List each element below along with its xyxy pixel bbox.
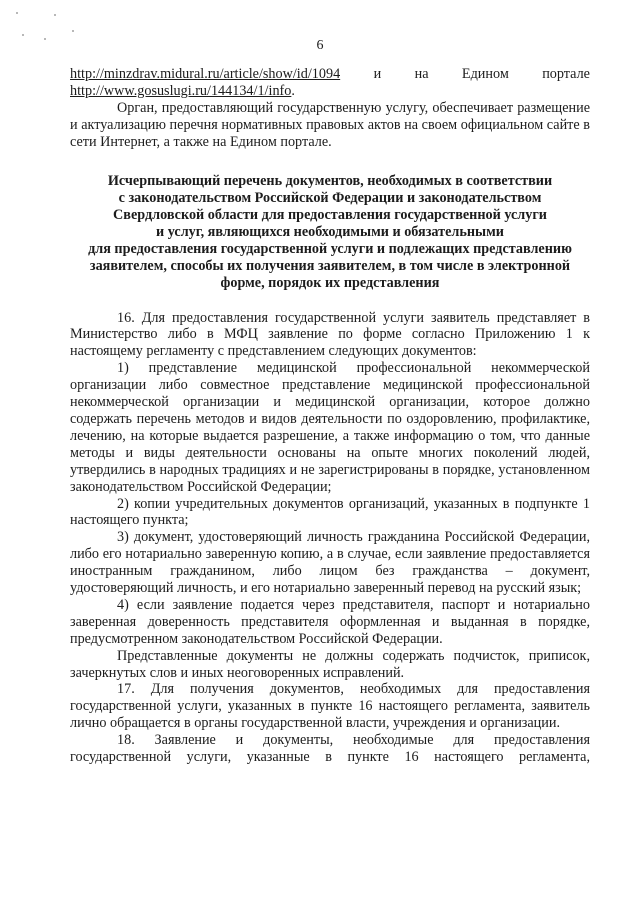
organ-paragraph: Орган, предоставляющий государственную услугу, обеспечивает размещение и актуализацию перечня нормативных правовых актов на своем официальном сайте в сети Интернет, а также на Едином портале. xyxy=(70,99,590,150)
heading-line: Свердловской области для предоставления государственной услуги xyxy=(113,206,547,223)
gosuslugi-link-tail: . xyxy=(291,82,295,99)
section-heading xyxy=(64,173,596,292)
word-edinom: Едином xyxy=(461,66,509,82)
heading-line: с законодательством Российской Федерации и законодательством xyxy=(118,189,542,206)
heading-line: для предоставления государственной услуги и подлежащих представлению xyxy=(88,240,572,257)
heading-line: заявителем, способы их получения заявителем, в том числе в электронной xyxy=(89,257,571,274)
paragraph-18: 18. Заявление и документы, необходимые для предоставления государственной услуги, указанные в пункте 16 настоящего регламента, xyxy=(70,732,590,766)
documents-requirements-paragraph: Представленные документы не должны содержать подчисток, приписок, зачеркнутых слов и иных неоговоренных исправлений. xyxy=(70,647,590,681)
word-portale: портале xyxy=(542,66,590,82)
document-body xyxy=(70,66,590,766)
gosuslugi-link[interactable]: http://www.gosuslugi.ru/144134/1/info xyxy=(70,82,292,99)
word-na: на xyxy=(414,66,429,82)
item-3: 3) документ, удостоверяющий личность гражданина Российской Федерации, либо его нотариально заверенную копию, а в случае, если заявление предоставляется иностранным гражданином, либо лицом без гражданства – документ, удостоверяющий личность, и его нотариально заверенный перевод на русский язык; xyxy=(70,529,590,597)
portal-links-line xyxy=(70,66,590,83)
paragraph-17: 17. Для получения документов, необходимых для предоставления государственной услуги, указанных в пункте 16 настоящего регламента, заявитель лично обращается в органы государственной власти, учреждения и организации. xyxy=(70,681,590,732)
heading-line: Исчерпывающий перечень документов, необходимых в соответствии xyxy=(107,172,553,189)
heading-line: форме, порядок их представления xyxy=(220,274,440,291)
item-2: 2) копии учредительных документов организаций, указанных в подпункте 1 настоящего пункта; xyxy=(70,495,590,529)
minzdrav-link[interactable]: http://minzdrav.midural.ru/article/show/id/1094 xyxy=(70,66,341,82)
paragraph-16: 16. Для предоставления государственной услуги заявитель представляет в Министерство либо в МФЦ заявление по форме согласно Приложению 1 к настоящему регламенту с представлением следующих документов: xyxy=(70,309,590,360)
gosuslugi-line xyxy=(70,83,590,100)
item-1: 1) представление медицинской профессиональной некоммерческой организации либо совместное представление медицинской профессиональной некоммерческой организации и медицинской организации, которое должно содержать перечень методов и видов деятельности по оздоровлению, профилактике, лечению, на которые выдается разрешение, а также информацию о том, что данные методы и виды деятельности основаны на опыте многих поколений людей, утвердились в народных традициях и не зарегистрированы в порядке, установленном законодательством Российской Федерации; xyxy=(70,360,590,495)
word-and: и xyxy=(373,66,382,82)
item-4: 4) если заявление подается через представителя, паспорт и нотариально заверенная доверенность представителя оформленная и выданная в порядке, предусмотренном законодательством Российской Федерации. xyxy=(70,596,590,647)
page-number: 6 xyxy=(316,38,324,53)
heading-line: и услуг, являющихся необходимыми и обязательными xyxy=(156,223,504,240)
